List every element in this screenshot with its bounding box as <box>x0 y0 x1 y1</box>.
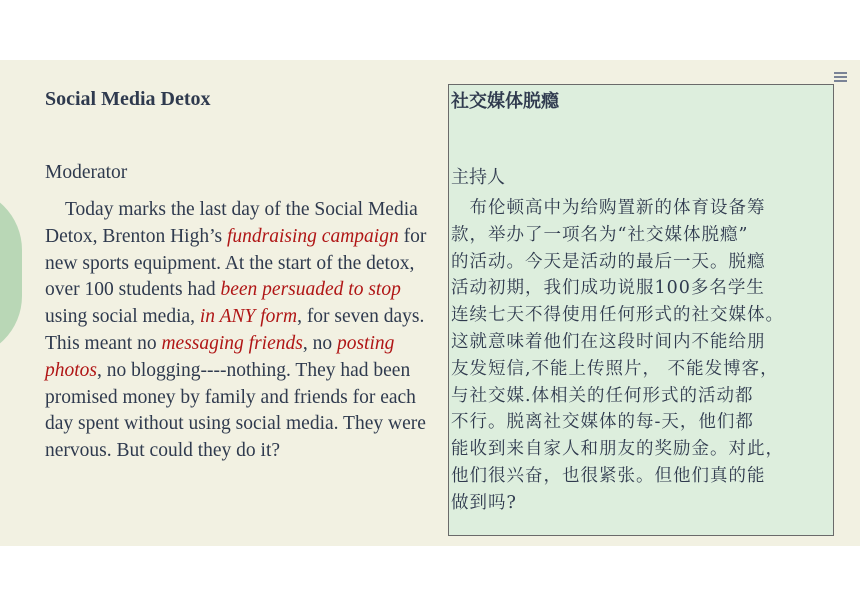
paragraph-text: using social media, <box>45 306 200 328</box>
chinese-line: 能收到来自家人和朋友的奖励金。对此， <box>451 439 784 460</box>
english-title: Social Media Detox <box>45 88 211 110</box>
chinese-line: 这就意味着他们在这段时间内不能给朋 <box>451 331 766 352</box>
chinese-line: 布伦顿高中为给购置新的体育设备筹 <box>451 198 766 218</box>
paragraph-text: for new sports equipment. At the start of the detox, over 100 students had <box>45 225 427 301</box>
paragraph-text: , no blogging----nothing. They had been promised money by family and friends for each day spent without using social media. They were nervous. But could they do it? <box>45 359 426 462</box>
highlighted-phrase: fundraising campaign <box>226 225 399 247</box>
paragraph-text: Today marks the last day of the Social Media Detox, Brenton High’s <box>45 199 418 247</box>
english-paragraph <box>45 197 430 465</box>
chinese-title: 社交媒体脱瘾 <box>451 91 559 112</box>
chinese-line: 款，举办了一项名为“社交媒体脱瘾” <box>451 224 749 245</box>
chinese-line: 连续七天不得使用任何形式的社交媒体。 <box>451 305 784 326</box>
highlighted-phrase: been persuaded to stop <box>220 279 401 301</box>
chinese-line: 活动初期，我们成功说服100多名学生 <box>451 278 765 299</box>
english-speaker-label: Moderator <box>45 162 128 183</box>
chinese-speaker-label: 主持人 <box>451 167 505 188</box>
chinese-translation-box <box>448 84 834 536</box>
chinese-line: 与社交媒.体相关的任何形式的活动都 <box>451 385 754 406</box>
chinese-paragraph <box>451 195 835 517</box>
highlighted-phrase: posting photos <box>45 332 395 381</box>
paragraph-text: , no <box>302 332 337 354</box>
chinese-line: 友发短信,不能上传照片， 不能发博客， <box>451 358 779 379</box>
slide <box>0 60 860 546</box>
chinese-line: 做到吗? <box>451 492 517 513</box>
chinese-line: 的活动。今天是活动的最后一天。脱瘾 <box>451 251 766 272</box>
paragraph-text: , for seven days. This meant no <box>45 306 425 354</box>
chinese-line: 不行。脱离社交媒体的每-天，他们都 <box>451 412 754 433</box>
chinese-line: 他们很兴奋，也很紧张。但他们真的能 <box>451 465 766 486</box>
decorative-blob <box>0 188 22 358</box>
menu-icon[interactable] <box>834 72 847 83</box>
highlighted-phrase: messaging friends <box>161 332 303 354</box>
highlighted-phrase: in ANY form <box>199 306 298 328</box>
